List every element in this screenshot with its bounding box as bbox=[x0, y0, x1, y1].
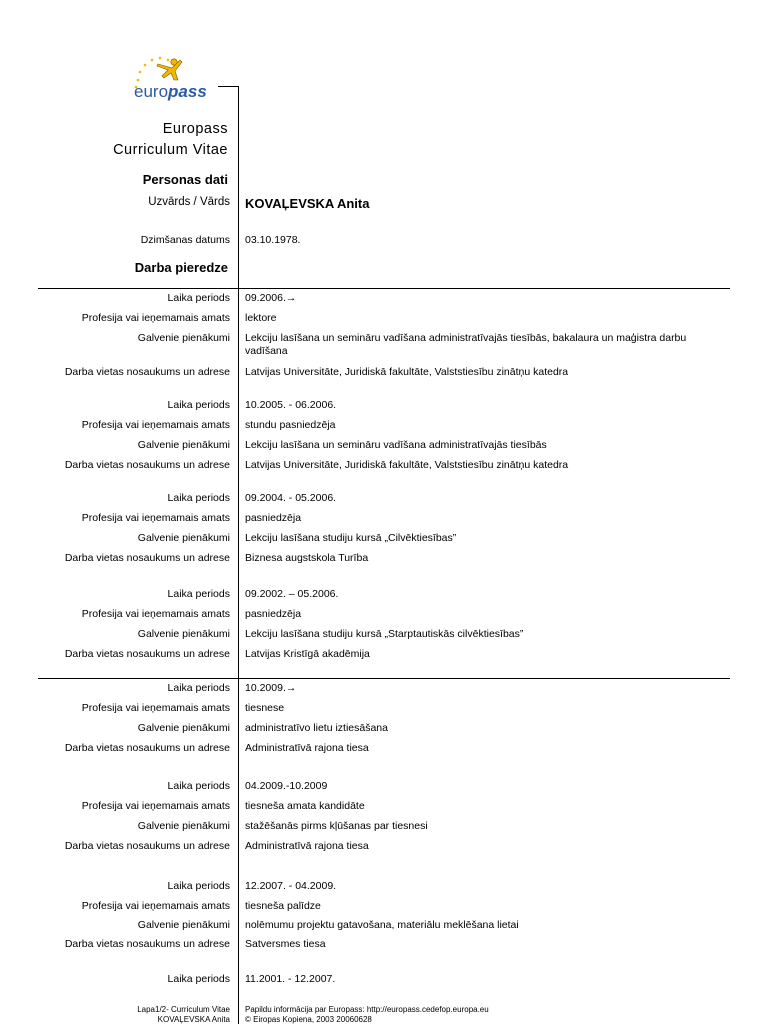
position-label: Profesija vai ieņemamais amats bbox=[81, 702, 230, 714]
position-value: tiesnese bbox=[245, 702, 285, 714]
period-value: 09.2002. – 05.2006. bbox=[245, 588, 339, 600]
period-value: 11.2001. - 12.2007. bbox=[245, 973, 336, 985]
duties-value: Lekciju lasīšana studiju kursā „Starptautiskās cilvēktiesības” bbox=[245, 628, 524, 640]
period-label: Laika periods bbox=[167, 780, 230, 792]
employer-label: Darba vietas nosaukums un adrese bbox=[64, 742, 230, 754]
section-personal-heading: Personas dati bbox=[142, 172, 228, 187]
position-value: lektore bbox=[245, 312, 277, 324]
employer-label: Darba vietas nosaukums un adrese bbox=[64, 459, 230, 471]
duties-value: administratīvo lietu iztiesāšana bbox=[245, 722, 388, 734]
period-label: Laika periods bbox=[167, 973, 230, 985]
brand-light: euro bbox=[134, 82, 169, 101]
employer-label: Darba vietas nosaukums un adrese bbox=[64, 938, 230, 950]
duties-value: Lekciju lasīšana un semināru vadīšana administratīvajās tiesībās bbox=[245, 439, 547, 451]
period-value: 10.2005. - 06.2006. bbox=[245, 399, 337, 411]
divider-1 bbox=[38, 288, 730, 289]
dob-label: Dzimšanas datums bbox=[140, 234, 230, 246]
footer-copyright: © Eiropas Kopiena, 2003 20060628 bbox=[245, 1015, 372, 1024]
footer-more-info: Papildu informācija par Europass: http://europass.cedefop.europa.eu bbox=[245, 1005, 489, 1014]
duties-label: Galvenie pienākumi bbox=[137, 439, 230, 451]
position-label: Profesija vai ieņemamais amats bbox=[81, 312, 230, 324]
footer-page-label: Lapa1/2- Curriculum Vitae bbox=[137, 1005, 230, 1014]
duties-label: Galvenie pienākumi bbox=[137, 532, 230, 544]
employer-value: Latvijas Kristīgā akadēmija bbox=[245, 648, 370, 660]
header-rule bbox=[218, 86, 239, 87]
period-label: Laika periods bbox=[167, 588, 230, 600]
footer-page-info bbox=[137, 1005, 230, 1025]
employer-label: Darba vietas nosaukums un adrese bbox=[64, 552, 230, 564]
duties-label: Galvenie pienākumi bbox=[137, 820, 230, 832]
name-label: Uzvārds / Vārds bbox=[148, 196, 230, 208]
duties-label: Galvenie pienākumi bbox=[137, 332, 230, 344]
duties-value: stažēšanās pirms kļūšanas par tiesnesi bbox=[245, 820, 428, 832]
column-divider bbox=[238, 86, 239, 1024]
period-label: Laika periods bbox=[167, 292, 230, 304]
employer-label: Darba vietas nosaukums un adrese bbox=[64, 648, 230, 660]
title-line-2: Curriculum Vitae bbox=[113, 142, 228, 158]
position-value: stundu pasniedzēja bbox=[245, 419, 336, 431]
period-label: Laika periods bbox=[167, 880, 230, 892]
period-label: Laika periods bbox=[167, 399, 230, 411]
footer-europass-info bbox=[245, 1005, 489, 1025]
dob-value: 03.10.1978. bbox=[245, 234, 301, 246]
period-value: 12.2007. - 04.2009. bbox=[245, 880, 337, 892]
period-value: 04.2009.-10.2009 bbox=[245, 780, 328, 792]
duties-value: Lekciju lasīšana un semināru vadīšana administratīvajās tiesībās, bakalaura un maģistra darbu vadīšana bbox=[245, 332, 687, 357]
duties-value: nolēmumu projektu gatavošana, materiālu meklēšana lietai bbox=[245, 919, 519, 931]
position-value: pasniedzēja bbox=[245, 512, 302, 524]
employer-value: Biznesa augstskola Turība bbox=[245, 552, 369, 564]
europass-logo bbox=[128, 54, 238, 106]
employer-value: Latvijas Universitāte, Juridiskā fakultāte, Valststiesību zinātņu katedra bbox=[245, 366, 569, 378]
period-value: 09.2006.→ bbox=[245, 292, 297, 304]
title-line-1: Europass bbox=[162, 121, 228, 137]
brand-bold: pass bbox=[168, 82, 207, 101]
duties-label: Galvenie pienākumi bbox=[137, 722, 230, 734]
period-label: Laika periods bbox=[167, 682, 230, 694]
position-label: Profesija vai ieņemamais amats bbox=[81, 900, 230, 912]
position-value: tiesneša palīdze bbox=[245, 900, 321, 912]
europass-wordmark bbox=[134, 82, 207, 102]
name-value: KOVAĻEVSKA Anita bbox=[245, 196, 370, 211]
duties-label: Galvenie pienākumi bbox=[137, 628, 230, 640]
duties-value: Lekciju lasīšana studiju kursā „Cilvēktiesības” bbox=[245, 532, 457, 544]
employer-value: Administratīvā rajona tiesa bbox=[245, 742, 369, 754]
document-title bbox=[113, 119, 228, 161]
employer-label: Darba vietas nosaukums un adrese bbox=[64, 840, 230, 852]
duties-label: Galvenie pienākumi bbox=[137, 919, 230, 931]
employer-label: Darba vietas nosaukums un adrese bbox=[64, 366, 230, 378]
position-label: Profesija vai ieņemamais amats bbox=[81, 608, 230, 620]
position-value: tiesneša amata kandidāte bbox=[245, 800, 365, 812]
period-value: 10.2009.→ bbox=[245, 682, 297, 694]
period-label: Laika periods bbox=[167, 492, 230, 504]
position-label: Profesija vai ieņemamais amats bbox=[81, 419, 230, 431]
period-value: 09.2004. - 05.2006. bbox=[245, 492, 337, 504]
employer-value: Administratīvā rajona tiesa bbox=[245, 840, 369, 852]
employer-value: Latvijas Universitāte, Juridiskā fakultāte, Valststiesību zinātņu katedra bbox=[245, 459, 569, 471]
position-label: Profesija vai ieņemamais amats bbox=[81, 800, 230, 812]
position-value: pasniedzēja bbox=[245, 608, 302, 620]
divider-2 bbox=[38, 678, 730, 679]
footer-name: KOVAĻEVSKA Anita bbox=[157, 1015, 230, 1024]
section-experience-heading: Darba pieredze bbox=[134, 260, 228, 275]
position-label: Profesija vai ieņemamais amats bbox=[81, 512, 230, 524]
employer-value: Satversmes tiesa bbox=[245, 938, 326, 950]
